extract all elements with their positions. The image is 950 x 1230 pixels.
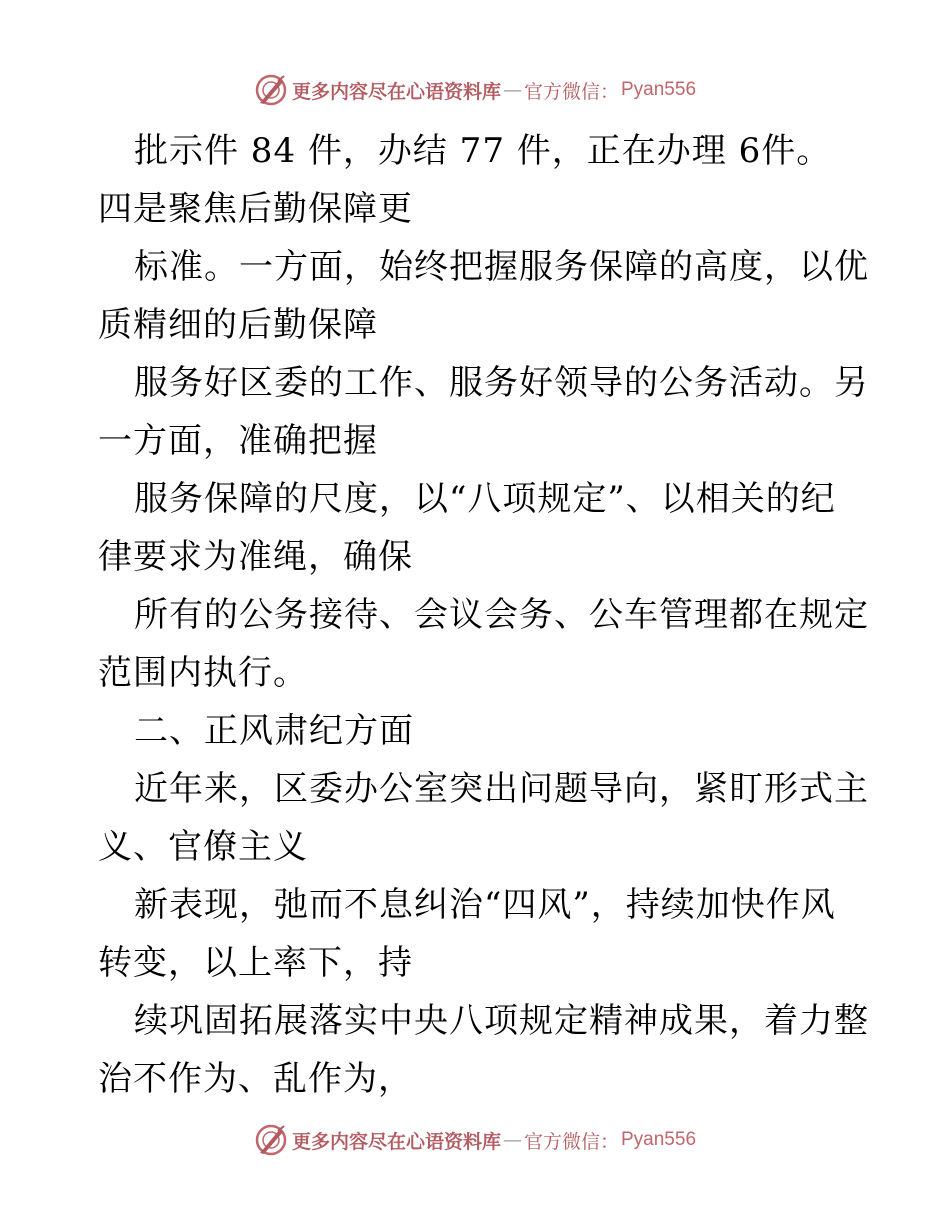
text-line: 服务保障的尺度，以“八项规定”、以相关的纪 bbox=[134, 479, 836, 519]
text-line: 律要求为准绳，确保 bbox=[98, 537, 413, 577]
header-separator: — bbox=[502, 79, 522, 101]
section-heading: 二、正风肃纪方面 bbox=[134, 711, 414, 751]
text-line: 一方面，准确把握 bbox=[98, 421, 378, 461]
quill-logo-icon bbox=[254, 73, 288, 107]
header-watermark bbox=[0, 70, 950, 110]
text-line: 治不作为、乱作为， bbox=[98, 1059, 413, 1099]
text-line: 所有的公务接待、会议会务、公车管理都在规定 bbox=[134, 595, 869, 635]
text-line: 质精细的后勤保障 bbox=[98, 305, 378, 345]
footer-wechat-id: Pyan556 bbox=[621, 1129, 697, 1150]
footer-watermark bbox=[0, 1120, 950, 1160]
footer-separator: — bbox=[502, 1129, 522, 1151]
quill-logo-icon bbox=[254, 1123, 288, 1157]
text-line: 标准。一方面，始终把握服务保障的高度，以优 bbox=[134, 247, 869, 287]
text-line: 新表现，弛而不息纠治“四风”，持续加快作风 bbox=[134, 885, 836, 925]
text-line: 转变，以上率下，持 bbox=[98, 943, 413, 983]
text-line: 义、官僚主义 bbox=[98, 827, 308, 867]
document-body bbox=[98, 122, 869, 1108]
text-line: 近年来，区委办公室突出问题导向，紧盯形式主 bbox=[134, 769, 869, 809]
text-line: 四是聚焦后勤保障更 bbox=[98, 189, 413, 229]
text-line: 服务好区委的工作、服务好领导的公务活动。另 bbox=[134, 363, 869, 403]
text-line: 批示件 84 件，办结 77 件，正在办理 6件。 bbox=[134, 131, 832, 171]
header-wechat-label: 官方微信： bbox=[523, 80, 619, 103]
header-brand-text: 更多内容尽在心语资料库 bbox=[291, 80, 501, 103]
footer-wechat-label: 官方微信： bbox=[523, 1130, 619, 1153]
text-line: 范围内执行。 bbox=[98, 653, 308, 693]
footer-brand-text: 更多内容尽在心语资料库 bbox=[291, 1130, 501, 1153]
text-line: 续巩固拓展落实中央八项规定精神成果，着力整 bbox=[134, 1001, 869, 1041]
header-wechat-id: Pyan556 bbox=[621, 79, 697, 100]
